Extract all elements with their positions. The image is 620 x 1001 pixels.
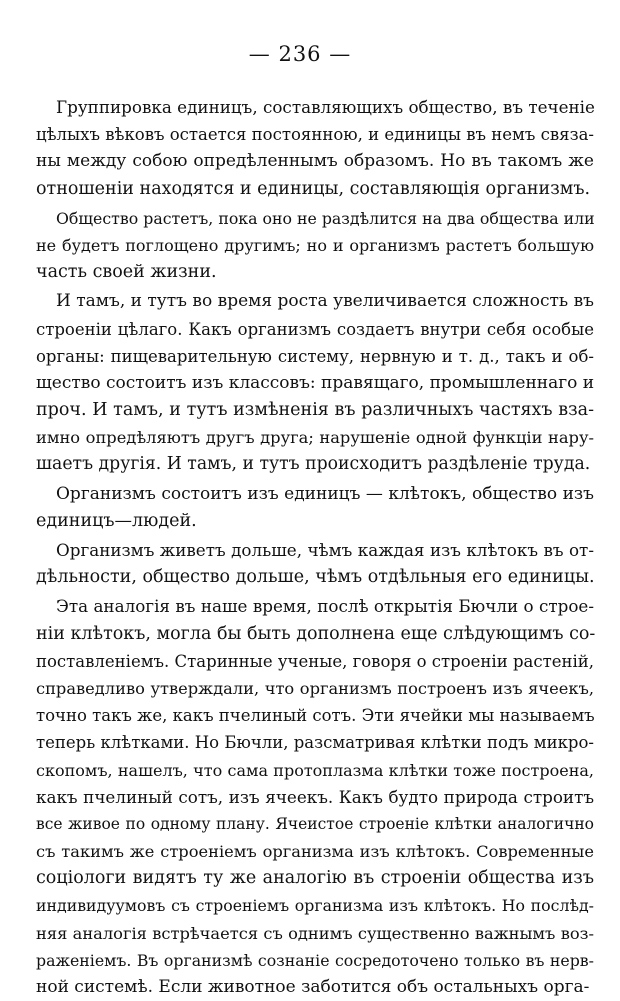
text-line: строеніи цѣлаго. Какъ организмъ создаетъ внутри себя особые: [36, 319, 594, 339]
paragraph: [36, 593, 594, 1001]
text-line: ніи клѣтокъ, могла бы быть дополнена еще слѣдующимъ со-: [36, 623, 596, 644]
text-line: ной системѣ. Если животное заботится объ остальныхъ орга-: [36, 977, 590, 997]
text-line: точно такъ же, какъ пчелиный сотъ. Эти ячейки мы называемъ: [36, 706, 595, 726]
text-line: индивидуумовъ съ строеніемъ организма изъ клѣтокъ. Но послѣд-: [36, 896, 594, 916]
text-line: съ такимъ же строеніемъ организма изъ клѣтокъ. Современные: [36, 842, 594, 862]
text-line: Эта аналогія въ наше время, послѣ открытія Бючли о строе-: [56, 596, 594, 617]
text-line: ны между собою опредѣленнымъ образомъ. Но въ такомъ же: [36, 151, 594, 172]
text-line: няя аналогія встрѣчается съ однимъ существенно важнымъ воз-: [36, 923, 594, 943]
paragraph: [36, 481, 594, 535]
text-line: цѣлыхъ вѣковъ остается постоянною, и единицы въ немъ связа-: [36, 125, 594, 145]
text-line: И тамъ, и тутъ во время роста увеличивается сложность въ: [56, 291, 594, 312]
text-line: все живое по одному плану. Ячеистое строеніе клѣтки аналогично: [36, 814, 594, 833]
text-line: часть своей жизни.: [36, 262, 217, 283]
text-line: Организмъ состоитъ изъ единицъ — клѣтокъ, общество изъ: [56, 483, 594, 504]
text-line: Общество растетъ, пока оно не раздѣлится на два общества или: [56, 208, 595, 228]
text-line: поставленіемъ. Старинные ученые, говоря о строеніи растеній,: [36, 651, 594, 671]
paragraph: [36, 205, 594, 287]
text-line: скопомъ, нашелъ, что сама протоплазма клѣтки тоже построена,: [36, 760, 594, 780]
text-line: шаетъ другія. И тамъ, и тутъ происходитъ раздѣленіе труда.: [36, 454, 591, 475]
text-line: дѣльности, общество дольше, чѣмъ отдѣльныя его единицы.: [36, 567, 595, 588]
text-line: Группировка единицъ, составляющихъ общество, въ теченіе: [56, 97, 595, 117]
text-line: имно опредѣляютъ другъ друга; нарушеніе одной функціи нару-: [36, 428, 594, 448]
text-line: соціологи видятъ ту же аналогію въ строеніи общества изъ: [36, 868, 594, 889]
text-line: справедливо утверждали, что организмъ построенъ изъ ячеекъ,: [36, 678, 594, 698]
paragraph: [36, 537, 594, 591]
text-line: единицъ—людей.: [36, 510, 197, 531]
text-line: Организмъ живетъ дольше, чѣмъ каждая изъ клѣтокъ въ от-: [56, 540, 594, 560]
text-line: раженіемъ. Въ организмѣ сознаніе сосредоточено только въ нерв-: [36, 950, 594, 970]
paragraph: [36, 288, 594, 478]
page-number: — 236 —: [248, 42, 352, 66]
text-line: отношеніи находятся и единицы, составляющія организмъ.: [36, 178, 591, 199]
text-line: органы: пищеварительную систему, нервную и т. д., такъ и об-: [36, 346, 594, 366]
body-text: [36, 94, 594, 1001]
text-line: не будетъ поглощено другимъ; но и организмъ растетъ большую: [36, 235, 594, 255]
text-line: какъ пчелиный сотъ, изъ ячеекъ. Какъ будто природа строитъ: [36, 786, 594, 807]
text-line: щество состоитъ изъ классовъ: правящаго, промышленнаго и: [36, 372, 595, 393]
paragraph: [36, 94, 594, 203]
text-line: теперь клѣтками. Но Бючли, разсматривая клѣтки подъ микро-: [36, 733, 594, 753]
text-line: проч. И тамъ, и тутъ измѣненія въ различныхъ частяхъ вза-: [36, 400, 594, 421]
